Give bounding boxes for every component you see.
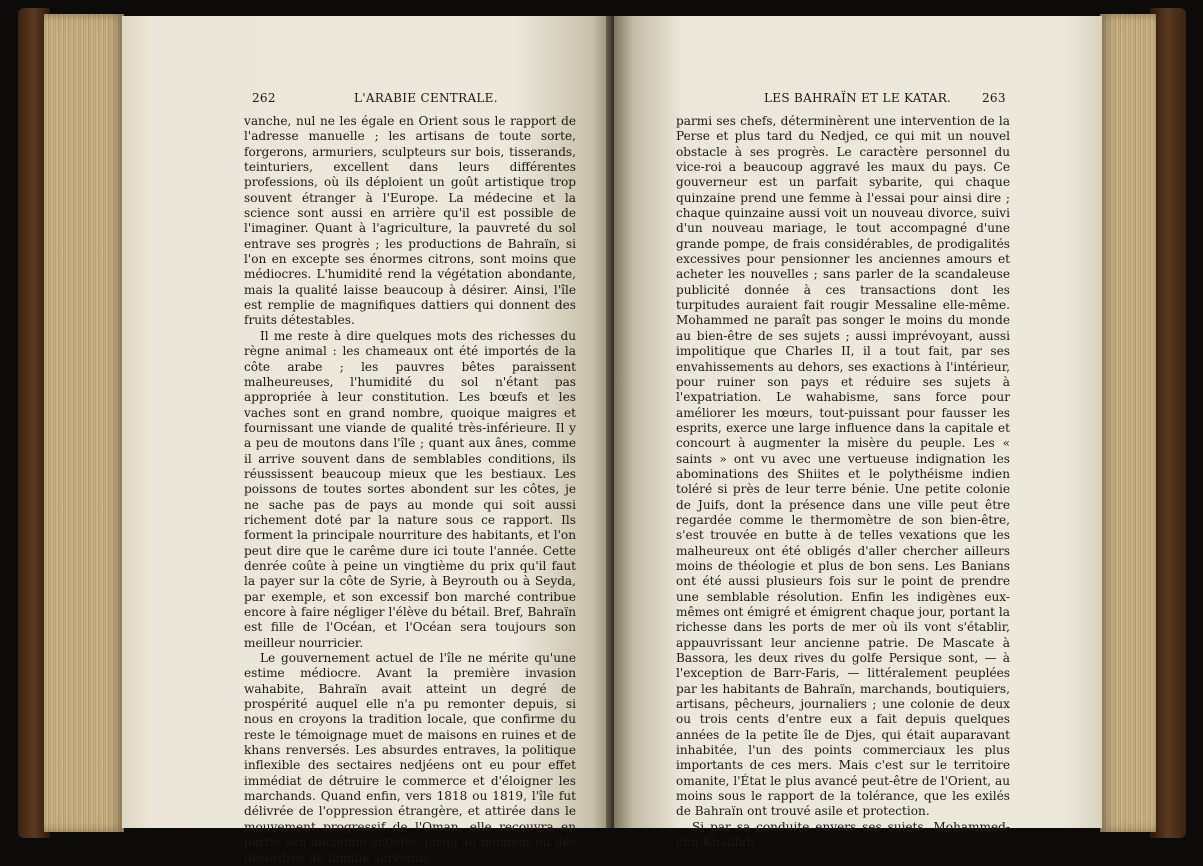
right-page [614, 16, 1102, 850]
paragraph: Le gouvernement actuel de l'île ne mérite qu'une estime médiocre. Avant la première invasion wahabite, Bahraïn avait atteint un degré de prospérité auquel elle n'a pu remonter depuis, si nous en croyons la tradition locale, que confirme du reste le témoignage muet de maisons en ruines et de khans renversés. Les absurdes entraves, la politique inflexible des sectaires nedjéens ont eu pour effet immédiat de détruire le commerce et d'éloigner les marchands. Quand enfin, vers 1818 ou 1819, l'île fut délivrée de l'oppression étrangère, et attirée dans le mouvement progressif de l'Oman, elle recouvra en partie son ancienne activité, jusqu'au moment où des désordres de famille survenus [244, 651, 576, 865]
paragraph: vanche, nul ne les égale en Orient sous le rapport de l'adresse manuelle ; les artisans de toute sorte, forgerons, armuriers, sculpteurs sur bois, tisserands, teinturiers, excellent dans leurs différentes professions, où ils déploient un goût artistique trop souvent étranger à l'Europe. La médecine et la science sont aussi en arrière qu'il est possible de l'imaginer. Quant à l'agriculture, la pauvreté du sol entrave ses progrès ; les productions de Bahraïn, si l'on en excepte ses énormes citrons, sont moins que médiocres. L'humidité rend la végétation abondante, mais la qualité laisse beaucoup à désirer. Ainsi, l'île est remplie de magnifiques dattiers qui donnent des fruits détestables. [244, 114, 576, 328]
left-page-number: 262 [252, 91, 276, 105]
paragraph: Il me reste à dire quelques mots des richesses du règne animal : les chameaux ont été importés de la côte arabe ; les pauvres bêtes paraissent malheureuses, l'humidité du sol n'étant pas appropriée à leur constitution. Les bœufs et les vaches sont en grand nombre, quoique maigres et fournissant une viande de qualité très-inférieure. Il y a peu de moutons dans l'île ; quant aux ânes, comme il arrive souvent dans de semblables conditions, ils réussissent beaucoup mieux que les bestiaux. Les poissons de toutes sortes abondent sur les côtes, je ne sache pas de pays au monde qui soit aussi richement doté par la nature sous ce rapport. Ils forment la principale nourriture des habitants, et l'on peut dire que le carême dure ici toute l'année. Cette denrée coûte à peine un vingtième du prix qu'il faut la payer sur la côte de Syrie, à Beyrouth ou à Seyda, par exemple, et son excessif bon marché contribue encore à faire négliger l'élève du bétail. Bref, Bahraïn est fille de l'Océan, et l'Océan sera toujours son meilleur nourricier. [244, 328, 576, 650]
paragraph: parmi ses chefs, déterminèrent une intervention de la Perse et plus tard du Nedjed, ce qui mit un nouvel obstacle à ses progrès. Le caractère personnel du vice-roi a beaucoup aggravé les maux du pays. Ce gouverneur est un parfait sybarite, qui chaque quinzaine prend une femme à l'essai pour ainsi dire ; chaque quinzaine aussi voit un nouveau divorce, suivi d'un nouveau mariage, le tout accompagné d'une grande pompe, de frais considérables, de prodigalités excessives pour pensionner les anciennes amours et acheter les nouvelles ; sans parler de la scandaleuse publicité donnée à ces transactions dont les turpitudes auraient fait rougir Messaline elle-même. Mohammed ne paraît pas songer le moins du monde au bien-être de ses sujets ; aussi imprévoyant, aussi impolitique que Charles II, il a tout fait, par ses envahissements au dehors, ses exactions à l'intérieur, pour ruiner son pays et réduire ses sujets à l'expatriation. Le wahabisme, sans force pour améliorer les mœurs, tout-puissant pour fausser les esprits, exerce une large influence dans la capitale et concourt à augmenter la misère du peuple. Les « saints » ont vu avec une vertueuse indignation les abominations des Shiites et le polythéisme indien toléré si près de leur terre bénie. Une petite colonie de Juifs, dont la présence dans une ville peut être regardée comme le thermomètre de son bien-être, s'est trouvée en butte à de telles vexations que les malheureux ont été obligés d'aller chercher ailleurs moins de théologie et plus de bon sens. Les Banians ont été aussi plusieurs fois sur le point de prendre une semblable résolution. Enfin les indigènes eux-mêmes ont émigré et émigrent chaque jour, portant la richesse dans les ports de mer où ils vont s'établir, appauvrissant leur ancienne patrie. De Mascate à Bassora, les deux rives du golfe Persique sont, — à l'exception de Barr-Faris, — littéralement peuplées par les habitants de Bahraïn, marchands, boutiquiers, artisans, pêcheurs, journaliers ; une colonie de deux ou trois cents d'entre eux a fait depuis quelques années de la petite île de Djes, qui était auparavant inhabitée, l'un des points commerciaux les plus importants de ces mers. Mais c'est sur le territoire omanite, l'État le plus avancé peut-être de l'Orient, au moins sous le rapport de la tolérance, que les exilés de Bahraïn ont trouvé asile et protection. [676, 114, 1010, 819]
page-edges-left [44, 14, 124, 832]
left-running-head: L'ARABIE CENTRALE. [354, 91, 498, 105]
paragraph: Si par sa conduite envers ses sujets, Mohammed-ebn-Khalifah [676, 819, 1010, 850]
left-page [122, 16, 612, 865]
right-running-head: LES BAHRAÏN ET LE KATAR. [764, 91, 952, 105]
right-page-text [676, 114, 1010, 851]
right-page-number: 263 [982, 91, 1006, 105]
left-page-text [244, 114, 576, 866]
page-edges-right [1100, 14, 1156, 832]
